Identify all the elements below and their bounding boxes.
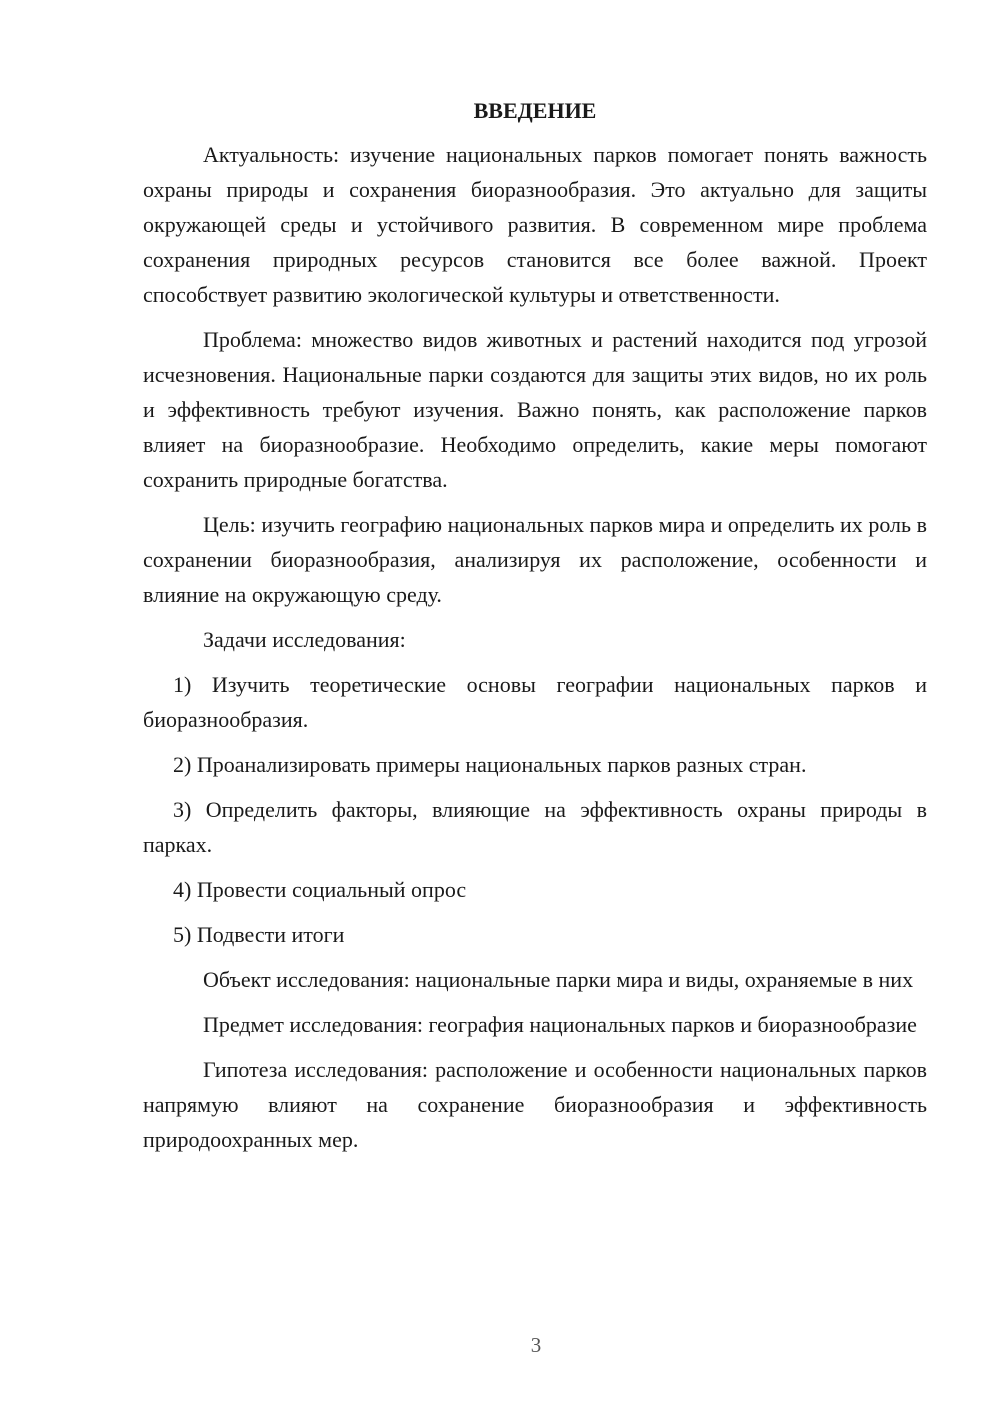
- relevance-paragraph: Актуальность: изучение национальных парков помогает понять важность охраны природы и сохранения биоразнообразия. Это актуально для защиты окружающей среды и устойчивого развития. В современном мире проблема сохранения природных ресурсов становится все более важной. Проект способствует развитию экологической культуры и ответственности.: [143, 142, 927, 307]
- subject-paragraph: Предмет исследования: география национальных парков и биоразнообразие: [203, 1012, 917, 1037]
- goal-paragraph: Цель: изучить географию национальных парков мира и определить их роль в сохранении биоразнообразия, анализируя их расположение, особенности и влияние на окружающую среду.: [143, 512, 927, 607]
- page-number: 3: [530, 1333, 542, 1357]
- task-item: 3) Определить факторы, влияющие на эффективность охраны природы в парках.: [143, 797, 927, 857]
- section-title: ВВЕДЕНИЕ: [473, 98, 597, 123]
- task-item: 1) Изучить теоретические основы географии национальных парков и биоразнообразия.: [143, 672, 927, 732]
- hypothesis-paragraph: Гипотеза исследования: расположение и особенности национальных парков напрямую влияют на сохранение биоразнообразия и эффективность природоохранных мер.: [143, 1057, 927, 1152]
- tasks-heading: Задачи исследования:: [203, 627, 406, 652]
- object-paragraph: Объект исследования: национальные парки мира и виды, охраняемые в них: [203, 967, 914, 992]
- task-item: 2) Проанализировать примеры национальных парков разных стран.: [173, 752, 807, 777]
- task-item: 5) Подвести итоги: [173, 922, 345, 947]
- problem-paragraph: Проблема: множество видов животных и растений находится под угрозой исчезновения. Национальные парки создаются для защиты этих видов, но их роль и эффективность требуют изучения. Важно понять, как расположение парков влияет на биоразнообразие. Необходимо определить, какие меры помогают сохранить природные богатства.: [143, 327, 927, 492]
- task-item: 4) Провести социальный опрос: [173, 877, 467, 902]
- document-body: [143, 95, 927, 1167]
